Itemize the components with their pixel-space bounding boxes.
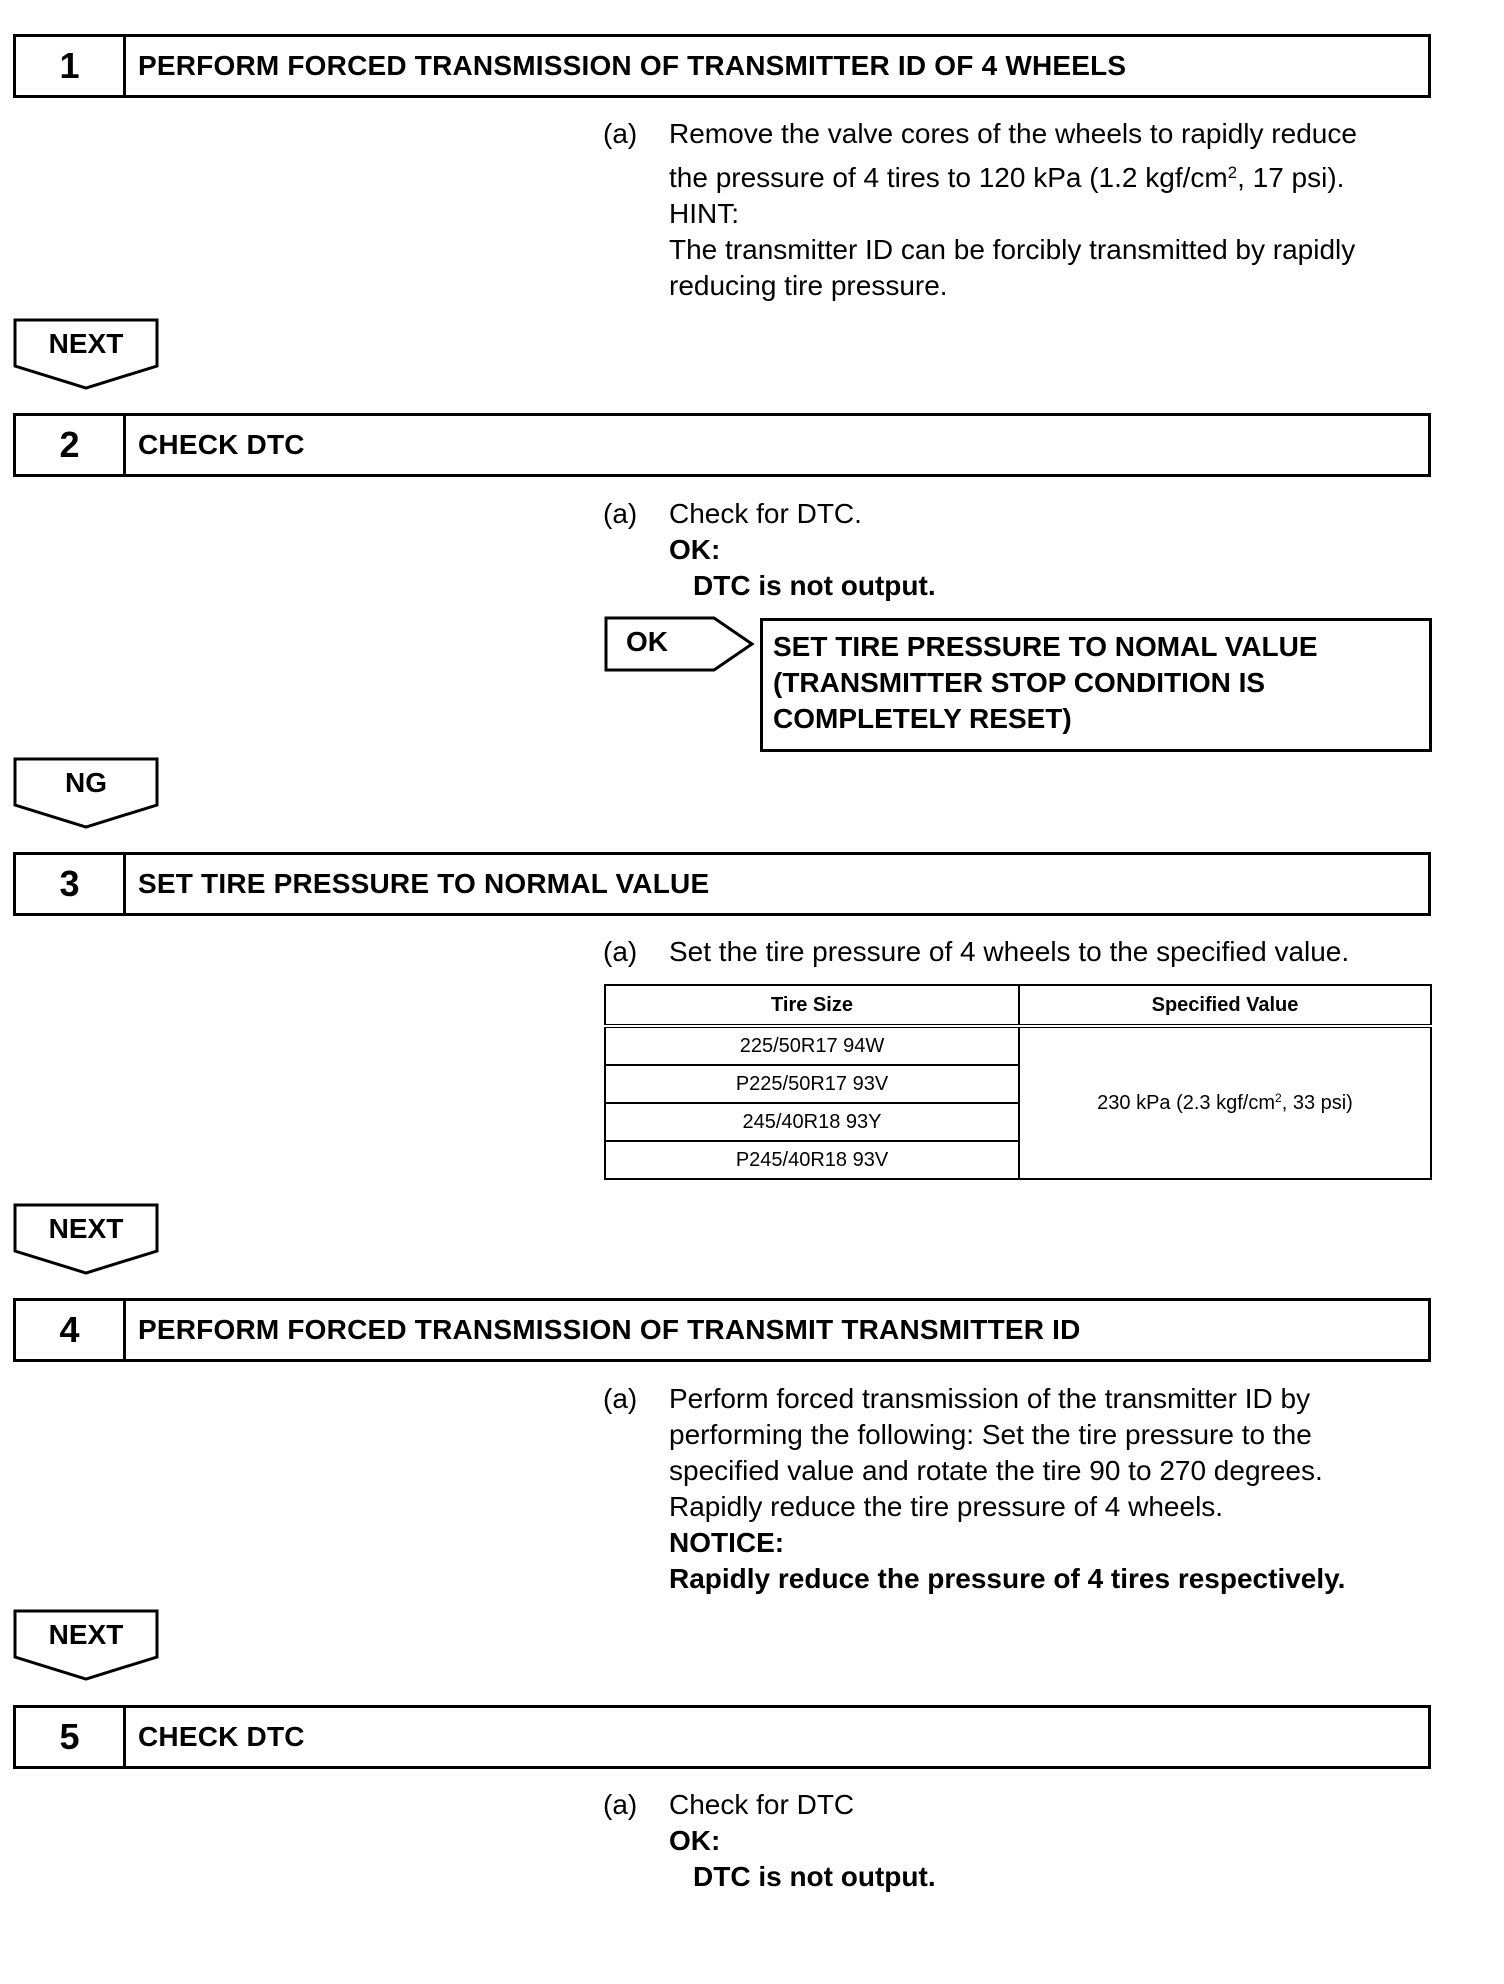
step-title: PERFORM FORCED TRANSMISSION OF TRANSMITTER ID OF 4 WHEELS bbox=[138, 50, 1127, 81]
next-arrow bbox=[13, 1203, 159, 1275]
ok-arrow bbox=[604, 616, 756, 672]
hint-text: reducing tire pressure. bbox=[669, 270, 948, 301]
ok-text: DTC is not output. bbox=[693, 570, 936, 601]
step-4-header bbox=[13, 1298, 1431, 1362]
table-header-row bbox=[605, 985, 1431, 1026]
ok-label: OK: bbox=[669, 534, 721, 565]
tire-size-cell: P245/40R18 93V bbox=[605, 1141, 1019, 1179]
notice-label: NOTICE: bbox=[669, 1527, 785, 1558]
tire-spec-table bbox=[604, 984, 1432, 1180]
hint-label: HINT: bbox=[669, 198, 739, 229]
ng-arrow bbox=[13, 757, 159, 829]
step-number: 1 bbox=[16, 37, 126, 95]
ng-label: NG bbox=[65, 767, 107, 798]
next-label: NEXT bbox=[48, 1619, 124, 1650]
column-header: Specified Value bbox=[1019, 985, 1431, 1026]
next-arrow bbox=[13, 1609, 159, 1681]
item-label: (a) bbox=[603, 1383, 638, 1414]
tire-size-cell: 245/40R18 93Y bbox=[605, 1103, 1019, 1141]
text-line: Perform forced transmission of the transmitter ID by bbox=[669, 1383, 1311, 1414]
text-line: the pressure of 4 tires to 120 kPa (1.2 kgf/$cm^2$, 17 psi). bbox=[669, 162, 1345, 193]
step-2-header bbox=[13, 413, 1431, 477]
column-header: Tire Size bbox=[605, 985, 1019, 1026]
result-line: COMPLETELY RESET) bbox=[773, 703, 1072, 734]
next-label: NEXT bbox=[48, 1213, 124, 1244]
item-label: (a) bbox=[603, 936, 638, 967]
text-line: Check for DTC bbox=[669, 1789, 855, 1820]
next-arrow bbox=[13, 318, 159, 390]
step-number: 3 bbox=[16, 855, 126, 913]
step-number: 2 bbox=[16, 416, 126, 474]
step-title: SET TIRE PRESSURE TO NORMAL VALUE bbox=[138, 868, 710, 899]
text-line: performing the following: Set the tire pressure to the bbox=[669, 1419, 1312, 1450]
tire-size-cell: 225/50R17 94W bbox=[605, 1026, 1019, 1065]
text-line: Rapidly reduce the tire pressure of 4 wheels. bbox=[669, 1491, 1224, 1522]
ok-label: OK: bbox=[669, 1825, 721, 1856]
step-1-header bbox=[13, 34, 1431, 98]
item-label: (a) bbox=[603, 1789, 638, 1820]
specified-value-cell: 230 kPa (2.3 kgf/$cm^2$, 33 psi) bbox=[1019, 1026, 1431, 1179]
tire-size-cell: P225/50R17 93V bbox=[605, 1065, 1019, 1103]
ok-result-box bbox=[760, 618, 1432, 752]
table-row bbox=[605, 1026, 1431, 1065]
text-line: Remove the valve cores of the wheels to rapidly reduce bbox=[669, 118, 1357, 149]
text-line: Set the tire pressure of 4 wheels to the specified value. bbox=[669, 936, 1350, 967]
step-5-header bbox=[13, 1705, 1431, 1769]
result-line: SET TIRE PRESSURE TO NOMAL VALUE bbox=[773, 631, 1318, 662]
item-label: (a) bbox=[603, 498, 638, 529]
step-title: PERFORM FORCED TRANSMISSION OF TRANSMIT TRANSMITTER ID bbox=[138, 1314, 1081, 1345]
hint-text: The transmitter ID can be forcibly transmitted by rapidly bbox=[669, 234, 1356, 265]
ok-text: DTC is not output. bbox=[693, 1861, 936, 1892]
item-label: (a) bbox=[603, 118, 638, 149]
notice-text: Rapidly reduce the pressure of 4 tires respectively. bbox=[669, 1563, 1346, 1594]
next-label: NEXT bbox=[48, 328, 124, 359]
step-title: CHECK DTC bbox=[138, 1721, 305, 1752]
ok-arrow-label: OK bbox=[626, 626, 668, 657]
step-number: 5 bbox=[16, 1708, 126, 1766]
text-line: specified value and rotate the tire 90 to 270 degrees. bbox=[669, 1455, 1323, 1486]
result-line: (TRANSMITTER STOP CONDITION IS bbox=[773, 667, 1266, 698]
text-line: Check for DTC. bbox=[669, 498, 862, 529]
step-number: 4 bbox=[16, 1301, 126, 1359]
step-title: CHECK DTC bbox=[138, 429, 305, 460]
step-3-header bbox=[13, 852, 1431, 916]
